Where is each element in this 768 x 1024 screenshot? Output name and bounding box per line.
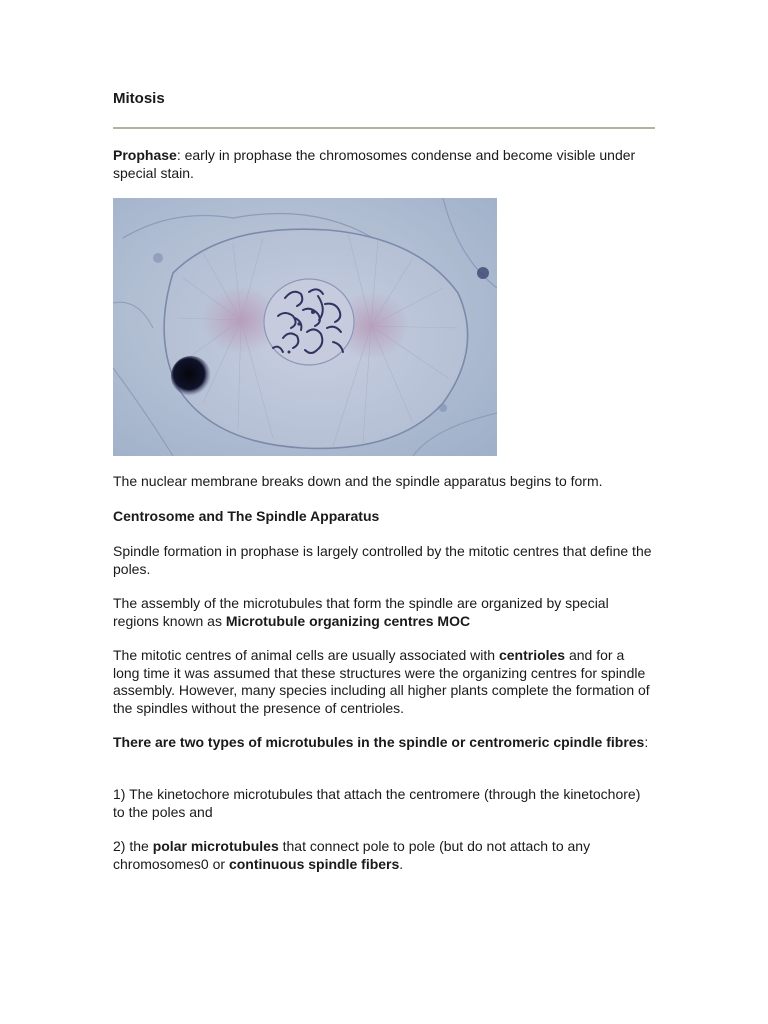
assembly-text: The assembly of the microtubules that form the spindle are organized by special regions known as [113, 595, 609, 629]
list-item-kinetochore: 1) The kinetochore microtubules that attach the centromere (through the kinetochore) to the poles and [113, 786, 641, 820]
moc-term: Microtubule organizing centres MOC [225, 612, 471, 629]
title-divider [113, 127, 655, 129]
prophase-term: Prophase [113, 147, 177, 163]
mitotic-centres-text-before: The mitotic centres of animal cells are usually associated with [113, 647, 499, 663]
page-title: Mitosis [113, 90, 165, 107]
assembly-paragraph [113, 595, 653, 630]
polar-microtubules-term: polar microtubules [152, 838, 279, 854]
prophase-micrograph-image [113, 198, 497, 456]
prophase-text: : early in prophase the chromosomes condense and become visible under special stain. [113, 147, 636, 181]
two-types-paragraph [113, 734, 653, 752]
list-item-polar [113, 838, 653, 873]
two-types-colon: : [644, 734, 649, 750]
item2-middle: that connect pole to pole (but do not attach to any chromosomes0 or [113, 838, 591, 872]
centrioles-term: centrioles [498, 647, 566, 663]
membrane-paragraph: The nuclear membrane breaks down and the spindle apparatus begins to form. [113, 473, 603, 489]
continuous-spindle-fibers-term: continuous spindle fibers [228, 855, 400, 872]
two-types-bold: There are two types of microtubules in the spindle or centromeric cpindle fibres [113, 734, 645, 750]
centrosome-heading-text: Centrosome and The Spindle Apparatus [113, 508, 380, 524]
item2-after: . [399, 855, 404, 872]
mitotic-centres-paragraph [113, 647, 653, 717]
centrosome-heading [113, 508, 653, 526]
item2-before: 2) the [113, 838, 153, 854]
spindle-formation-paragraph: Spindle formation in prophase is largely controlled by the mitotic centres that define the poles. [113, 543, 652, 577]
prophase-paragraph [113, 147, 653, 182]
mitotic-centres-text-after: and for a long time it was assumed that these structures were the organizing centres for spindle assembly. However, many species including all higher plants complete the formation of the spindles without the presence of centrioles. [113, 647, 650, 716]
